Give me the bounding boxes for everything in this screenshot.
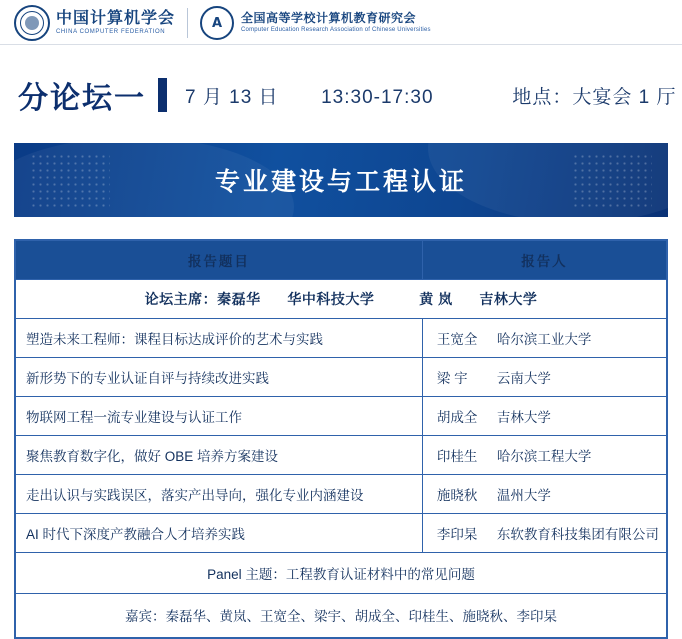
talk-speaker-name: 李印杲 <box>436 527 478 542</box>
cera-name-en: Computer Education Research Association of Chinese Universities <box>241 27 431 34</box>
agenda-table-container <box>14 239 668 639</box>
talk-topic: 聚焦教育数字化，做好 OBE 培养方案建设 <box>16 436 423 475</box>
table-row <box>16 358 667 397</box>
column-header-topic: 报告题目 <box>16 241 423 280</box>
session-banner <box>14 143 668 217</box>
page-title: 分论坛一 <box>18 82 146 115</box>
cera-seal-icon <box>200 6 234 40</box>
table-row-panel <box>16 553 667 594</box>
talk-speaker-org: 温州大学 <box>496 488 551 503</box>
cera-logo <box>200 6 431 40</box>
chair-org-1: 华中科技大学 <box>287 291 375 307</box>
chair-org-2: 吉林大学 <box>479 291 538 307</box>
ccf-name-en: CHINA COMPUTER FEDERATION <box>56 29 166 36</box>
agenda-table <box>15 240 667 638</box>
talk-speaker-name: 梁 宇 <box>436 371 468 386</box>
ccf-logo <box>14 5 175 41</box>
talk-topic: AI 时代下深度产教融合人才培养实践 <box>16 514 423 553</box>
column-header-speaker: 报告人 <box>422 241 666 280</box>
talk-speaker-name: 印桂生 <box>436 449 478 464</box>
talk-speaker-name: 胡成全 <box>436 410 478 425</box>
talk-speaker-org: 哈尔滨工程大学 <box>496 449 592 464</box>
talk-topic: 塑造未来工程师：课程目标达成评价的艺术与实践 <box>16 319 423 358</box>
table-row <box>16 475 667 514</box>
banner-dot-pattern-right <box>572 153 652 207</box>
table-row-chair <box>16 280 667 319</box>
table-header-row <box>16 241 667 280</box>
table-row <box>16 514 667 553</box>
talk-speaker-org: 云南大学 <box>496 371 551 386</box>
cera-name-cn: 全国高等学校计算机教育研究会 <box>241 11 417 26</box>
talk-topic: 走出认识与实践误区，落实产出导向，强化专业内涵建设 <box>16 475 423 514</box>
talk-speaker-name: 施晓秋 <box>436 488 478 503</box>
talk-topic: 新形势下的专业认证自评与持续改进实践 <box>16 358 423 397</box>
chair-label: 论坛主席：秦磊华 <box>144 291 261 307</box>
session-title: 专业建设与工程认证 <box>214 168 467 196</box>
table-row <box>16 319 667 358</box>
talk-speaker-org: 吉林大学 <box>496 410 551 425</box>
talk-topic: 物联网工程一流专业建设与认证工作 <box>16 397 423 436</box>
logo-divider <box>187 8 188 38</box>
title-accent-bar <box>158 78 167 112</box>
ccf-seal-icon <box>14 5 50 41</box>
forum-time: 13:30-17:30 <box>321 86 434 108</box>
table-row <box>16 436 667 475</box>
ccf-name-cn: 中国计算机学会 <box>56 8 176 28</box>
cera-seal-mark: A <box>211 15 223 31</box>
talk-speaker-name: 王宽全 <box>436 332 478 347</box>
panel-topic: Panel 主题：工程教育认证材料中的常见问题 <box>16 553 667 594</box>
panel-guests: 嘉宾：秦磊华、黄岚、王宽全、梁宇、胡成全、印桂生、施晓秋、李印杲 <box>16 594 667 638</box>
talk-speaker-org: 东软教育科技集团有限公司 <box>496 527 659 542</box>
forum-title-row <box>0 45 682 143</box>
chair-name-2: 黄 岚 <box>419 291 453 307</box>
forum-date: 7 月 13 日 <box>185 86 279 108</box>
talk-speaker-org: 哈尔滨工业大学 <box>496 332 592 347</box>
banner-dot-pattern-left <box>30 153 110 207</box>
page-header <box>0 0 682 44</box>
forum-venue: 地点：大宴会 1 厅 <box>512 86 677 108</box>
table-row <box>16 397 667 436</box>
